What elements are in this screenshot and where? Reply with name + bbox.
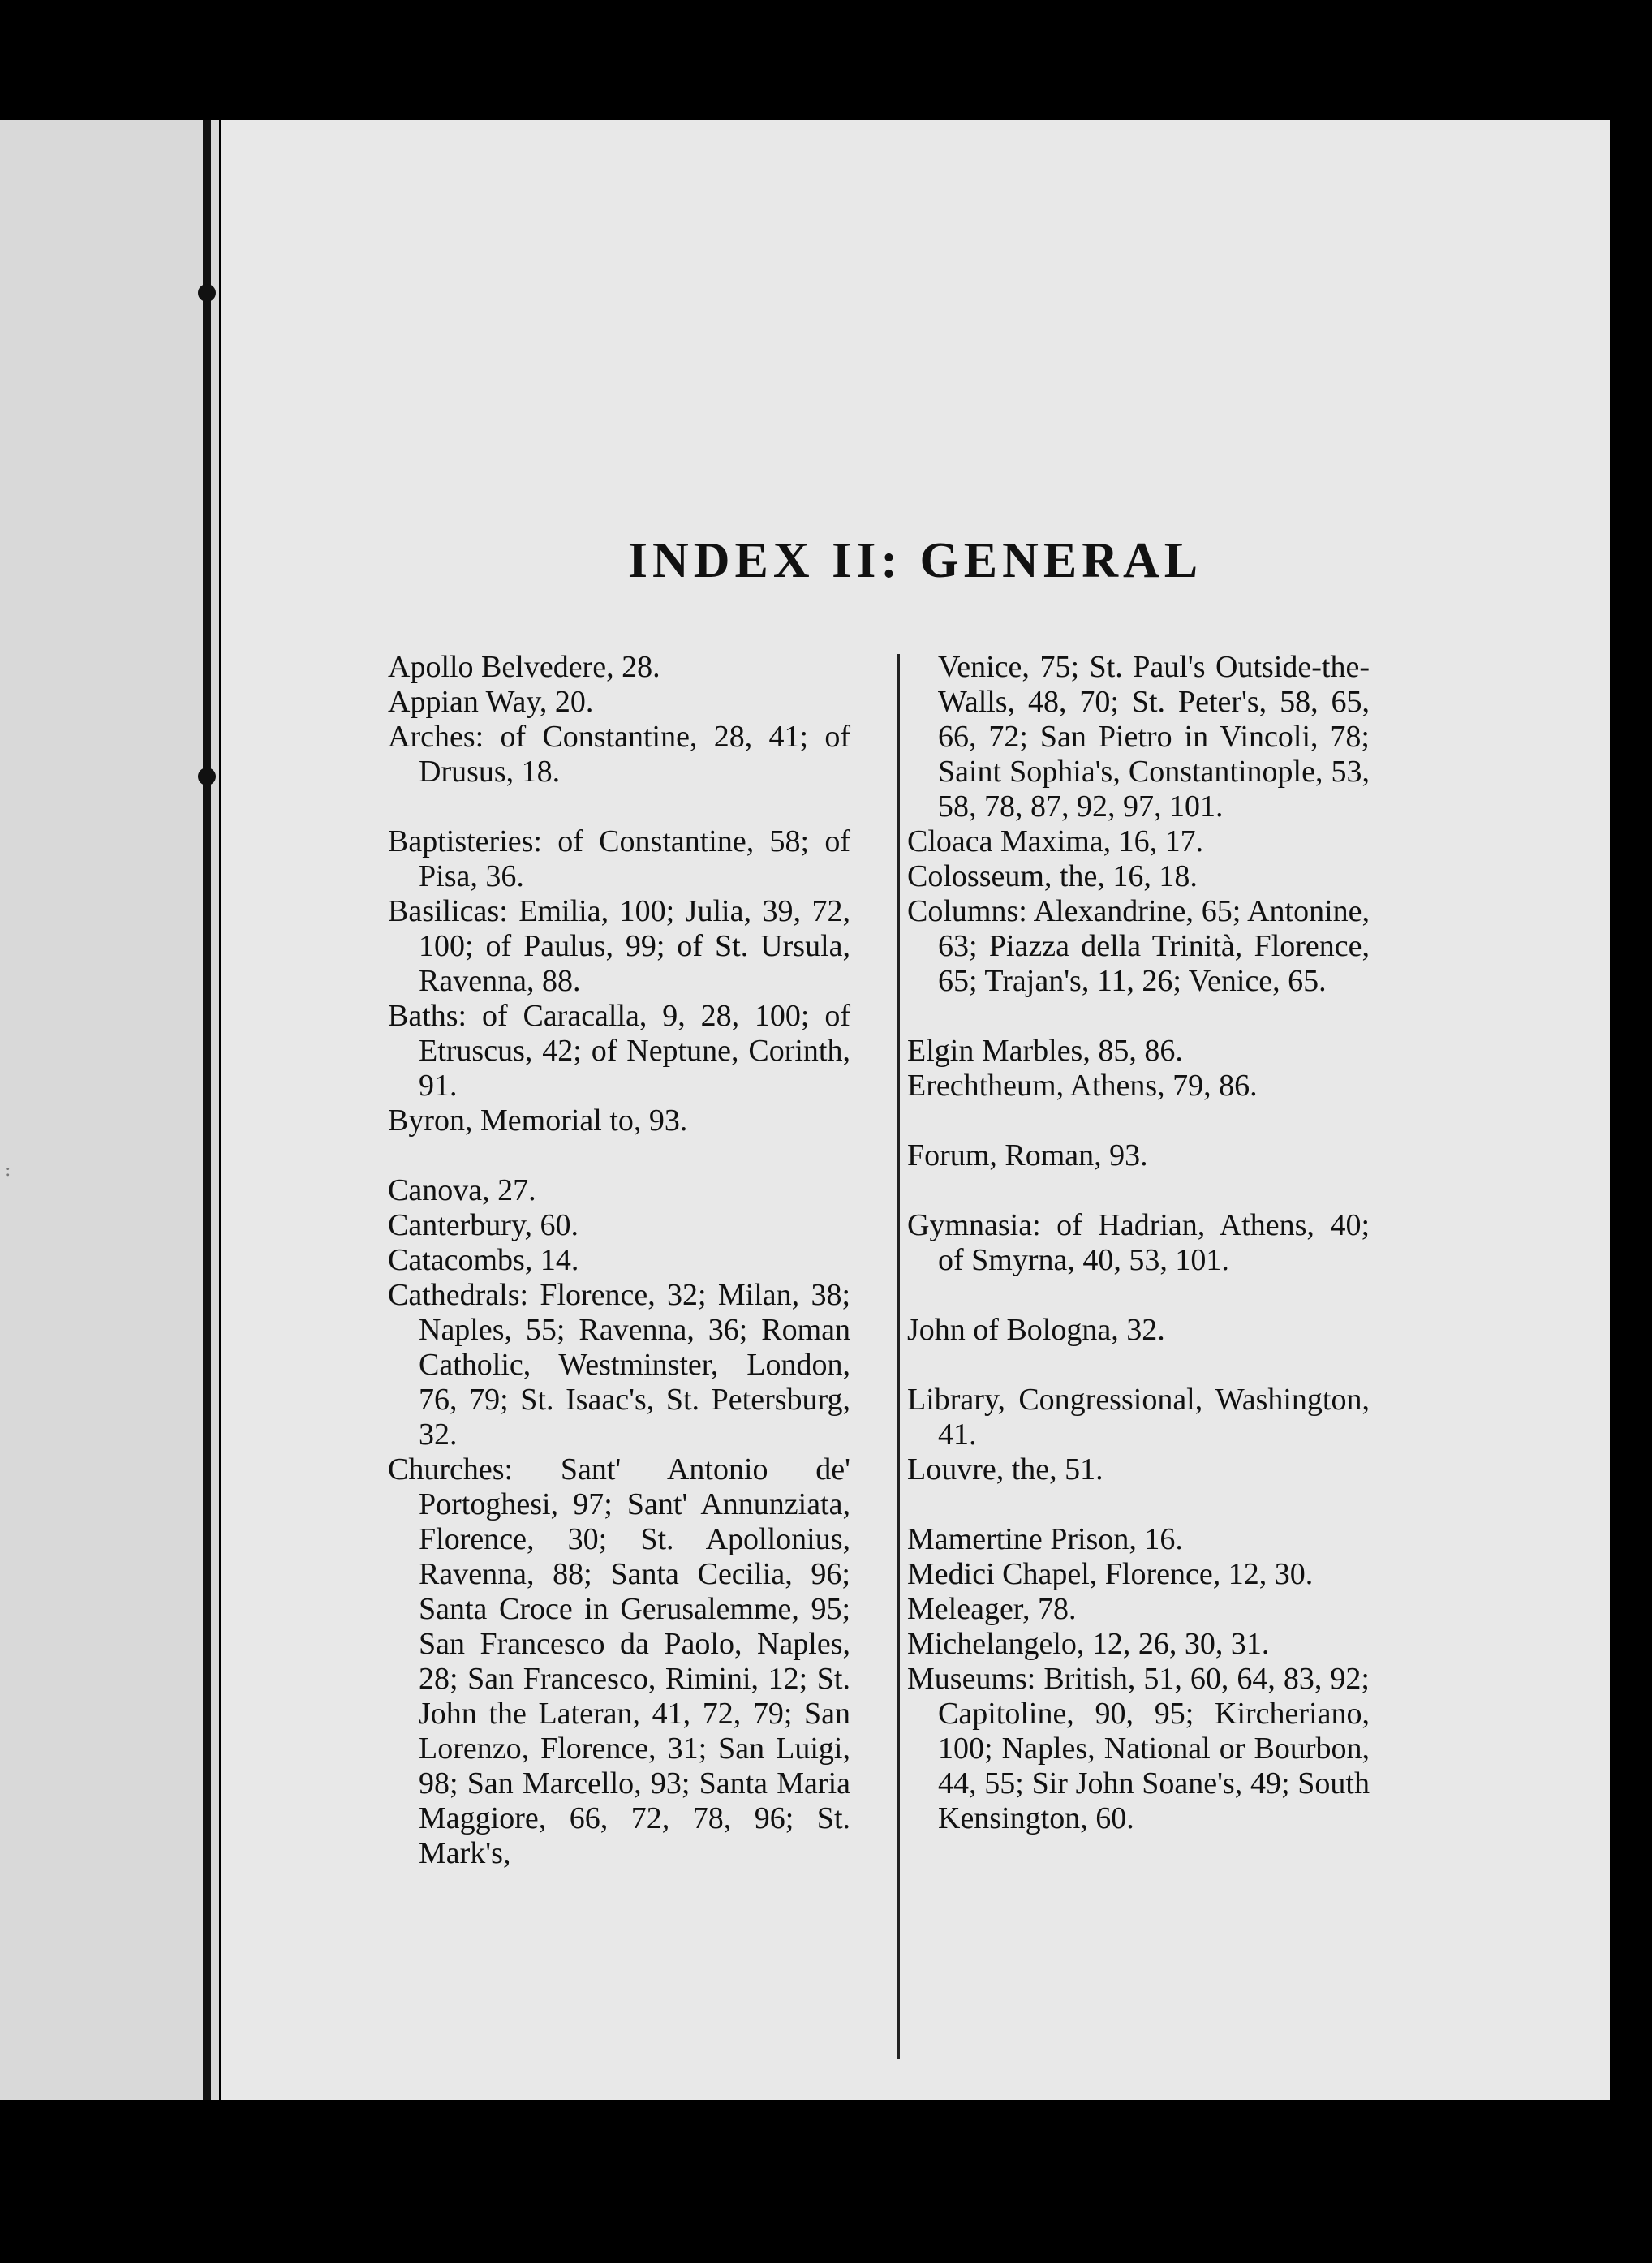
index-entry: Elgin Marbles, 85, 86.	[907, 1034, 1183, 1068]
index-entry: Churches: Sant' Antonio de' Portoghesi, 97; Sant' Annunziata, Florence, 30; St. Apollonius, Ravenna, 88; Santa Cecilia, 96; Santa Croce in Gerusalemme, 95; San Francesco da Paolo, Naples, 28; San Francesco, Rimini, 12; St. John the Lateran, 41, 72, 79; San Lorenzo, Florence, 31; San Luigi, 98; San Marcello, 93; Santa Maria Maggiore, 66, 72, 78, 96; St. Mark's,	[388, 1452, 850, 1870]
entry-gap	[388, 789, 850, 824]
gutter-mark	[198, 768, 216, 785]
index-entry: Canterbury, 60.	[388, 1208, 579, 1242]
index-entry: Erechtheum, Athens, 79, 86.	[907, 1069, 1258, 1103]
page-title: INDEX II: GENERAL	[627, 533, 1203, 588]
index-entry: Gymnasia: of Hadrian, Athens, 40; of Smyrna, 40, 53, 101.	[907, 1208, 1370, 1277]
index-entry: Cathedrals: Florence, 32; Milan, 38; Naples, 55; Ravenna, 36; Roman Catholic, Westminster, London, 76, 79; St. Isaac's, St. Petersburg, 32.	[388, 1278, 850, 1452]
index-entry: Baths: of Caracalla, 9, 28, 100; of Etruscus, 42; of Neptune, Corinth, 91.	[388, 999, 850, 1103]
index-entry: Mamertine Prison, 16.	[907, 1522, 1183, 1556]
entry-gap	[907, 1487, 1370, 1522]
gutter-mark	[198, 284, 216, 302]
index-entry: Cloaca Maxima, 16, 17.	[907, 824, 1204, 858]
index-entry: Venice, 75; St. Paul's Outside-the-Walls, 48, 70; St. Peter's, 58, 65, 66, 72; San Pietro in Vincoli, 78; Saint Sophia's, Constantinople, 53, 58, 78, 87, 92, 97, 101.	[938, 650, 1370, 824]
index-entry: Michelangelo, 12, 26, 30, 31.	[907, 1627, 1270, 1661]
entry-gap	[907, 1348, 1370, 1383]
index-column-right	[907, 650, 1370, 1836]
index-entry: Byron, Memorial to, 93.	[388, 1104, 688, 1138]
index-entry: Baptisteries: of Constantine, 58; of Pisa, 36.	[388, 824, 850, 893]
page-speck: :	[5, 1160, 11, 1181]
index-entry: Library, Congressional, Washington, 41.	[907, 1383, 1370, 1452]
index-entry: Catacombs, 14.	[388, 1243, 579, 1277]
index-entry: Museums: British, 51, 60, 64, 83, 92; Capitoline, 90, 95; Kircheriano, 100; Naples, National or Bourbon, 44, 55; Sir John Soane's, 49; South Kensington, 60.	[907, 1662, 1370, 1835]
entry-gap	[388, 1138, 850, 1173]
index-entry: Forum, Roman, 93.	[907, 1138, 1148, 1172]
index-entry: Colosseum, the, 16, 18.	[907, 859, 1198, 893]
index-entry: Apollo Belvedere, 28.	[388, 650, 660, 684]
index-entry: Louvre, the, 51.	[907, 1452, 1103, 1486]
index-entry: Canova, 27.	[388, 1173, 536, 1207]
index-entry: John of Bologna, 32.	[907, 1313, 1165, 1347]
index-entry: Meleager, 78.	[907, 1592, 1077, 1626]
index-page	[221, 120, 1610, 2100]
index-column-left	[388, 650, 850, 1871]
book-gutter	[203, 120, 211, 2100]
entry-gap	[907, 1104, 1370, 1138]
entry-gap	[907, 999, 1370, 1034]
index-entry: Appian Way, 20.	[388, 685, 594, 719]
column-divider	[897, 654, 900, 2059]
index-entry: Arches: of Constantine, 28, 41; of Drusus, 18.	[388, 720, 850, 789]
facing-page	[0, 120, 219, 2100]
index-entry: Medici Chapel, Florence, 12, 30.	[907, 1557, 1314, 1591]
entry-gap	[907, 1278, 1370, 1313]
entry-gap	[907, 1173, 1370, 1208]
index-entry: Columns: Alexandrine, 65; Antonine, 63; Piazza della Trinità, Florence, 65; Trajan's, 11, 26; Venice, 65.	[907, 894, 1370, 998]
index-entry: Basilicas: Emilia, 100; Julia, 39, 72, 100; of Paulus, 99; of St. Ursula, Ravenna, 88.	[388, 894, 850, 998]
